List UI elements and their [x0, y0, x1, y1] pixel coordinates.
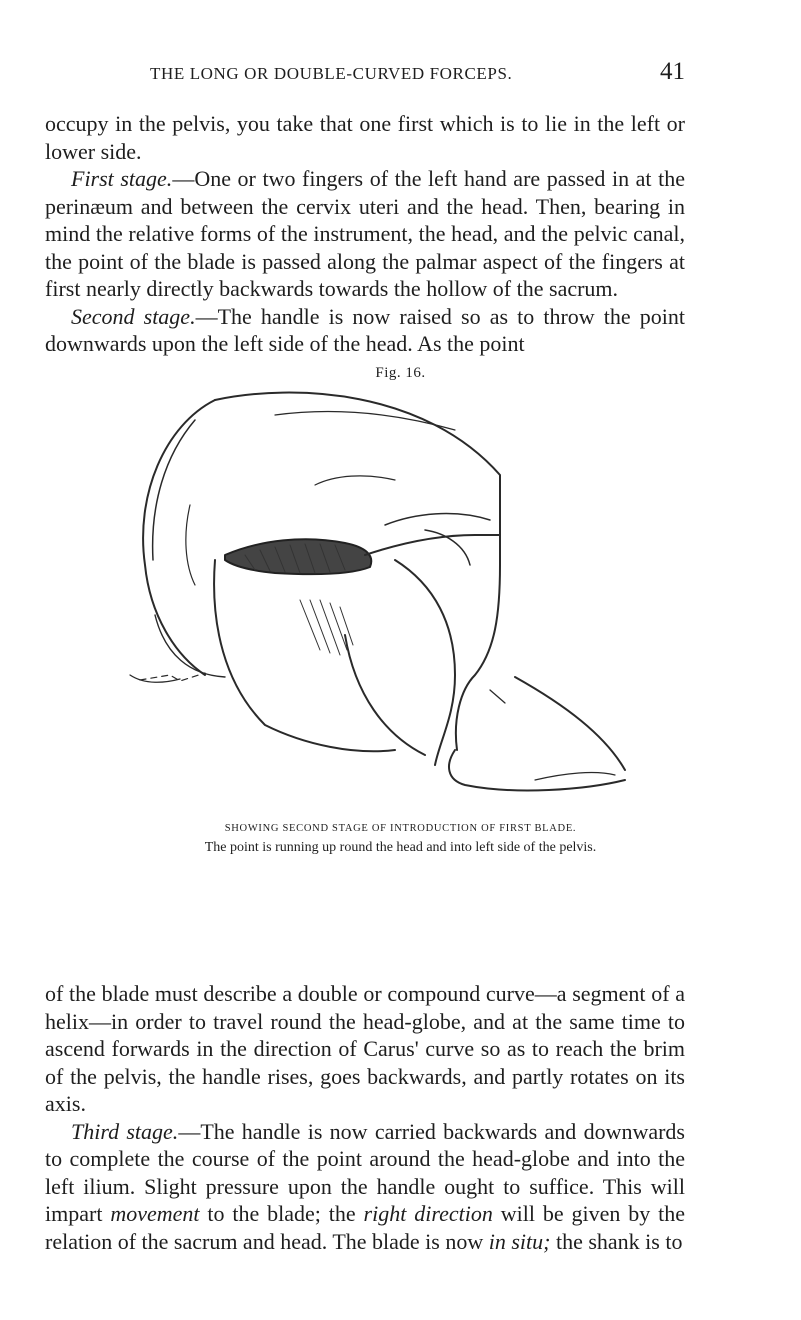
stage-label: Second stage. [71, 303, 196, 329]
text-block-top [45, 110, 685, 358]
figure-label: Fig. 16. [375, 365, 426, 381]
head-outline [215, 393, 500, 565]
wrist-outline [456, 565, 500, 750]
stage-label: First stage. [71, 166, 173, 191]
paragraph [45, 110, 685, 165]
lower-limb-shading [535, 773, 615, 780]
pelvis-inner-outline [153, 420, 195, 560]
forceps-shank [385, 514, 490, 525]
pelvis-small-curve [186, 505, 195, 585]
paragraph-third-stage [45, 1118, 685, 1256]
forceps-handle [365, 535, 500, 555]
paragraph-text: —The handle is now raised so as to throw the point downwards upon the left side of the head. As the point [45, 303, 685, 356]
paragraph-text: of the blade must describe a double or compound curve—a segment of a helix—in order to travel round the head-globe, and at the same time to ascend forwards in the direction of Carus' curve so as to reach the brim of the pelvis, the handle rises, goes backwards, and partly rotates on its axis. [45, 981, 685, 1116]
paragraph-text: to the blade; the [199, 1201, 364, 1226]
stage-label: Third stage. [71, 1118, 179, 1144]
lower-limb-upper [515, 677, 625, 770]
hand-outline [214, 560, 395, 751]
small-stroke-mark [490, 690, 505, 703]
lower-limb-outline [449, 750, 625, 790]
emphasis-text: movement [110, 1201, 200, 1226]
page-number: 41 [660, 58, 685, 85]
forceps-illustration [95, 385, 725, 825]
running-title: THE LONG OR DOUBLE-CURVED FORCEPS. [150, 64, 513, 83]
finger-outline [345, 635, 425, 755]
finger-right-outline [395, 560, 455, 765]
running-head [0, 58, 801, 88]
dashed-guide-line [140, 673, 205, 681]
paragraph-text: —One or two fingers of the left hand are passed in at the perinæum and between the cervix uteri and the head. Then, bearing in mind the relative forms of the instrument, the head, and the pelvic canal, the point of the blade is passed along the palmar aspect of the fingers at first nearly directly backwards towards the hollow of the sacrum. [45, 166, 685, 301]
emphasis-text: right direction [363, 1201, 493, 1226]
paragraph-text: will be given by the relation of the sacrum and head. The blade is now [45, 1201, 685, 1254]
sacrum-curve [155, 615, 225, 677]
figure-caption-text: The point is running up round the head and into left side of the pelvis. [204, 840, 597, 855]
paragraph-text: occupy in the pelvis, you take that one first which is to lie in the left or lower side. [45, 111, 685, 164]
paragraph-first-stage [45, 165, 685, 303]
paragraph-text: the shank is to [550, 1228, 683, 1254]
emphasis-text: in situ; [488, 1228, 551, 1254]
head-inner-curve [315, 476, 395, 485]
text-block-bottom [45, 980, 685, 1255]
figure-caption-title: SHOWING SECOND STAGE OF INTRODUCTION OF FIRST BLADE. [224, 823, 577, 834]
paragraph-second-stage [45, 303, 685, 358]
paragraph [45, 980, 685, 1118]
paragraph-text: —The handle is now carried backwards and downwards to complete the course of the point around the head-globe and into the left ilium. Slight pressure upon the handle ought to suffice. This will impart [45, 1118, 685, 1226]
